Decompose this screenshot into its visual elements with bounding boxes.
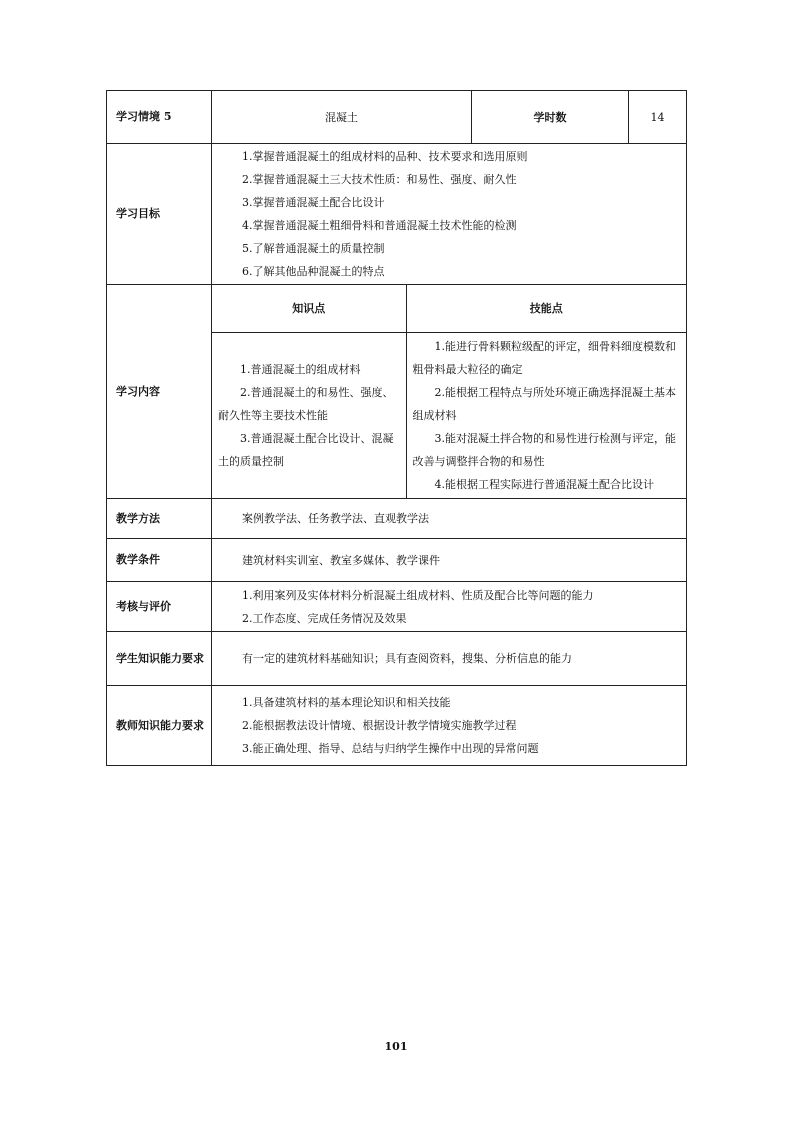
skill-item: 3.能对混凝土拌合物的和易性进行检测与评定，能改善与调整拌合物的和易性 [412, 432, 676, 468]
skill-item: 1.能进行骨料颗粒级配的评定，细骨料细度模数和粗骨料最大粒径的确定 [412, 340, 676, 376]
objectives-list [212, 144, 687, 285]
hours-value: 14 [629, 91, 687, 144]
header-row [107, 91, 687, 144]
methods-text: 案例教学法、任务教学法、直观教学法 [212, 499, 687, 539]
content-label: 学习内容 [107, 285, 212, 499]
skill-header: 技能点 [406, 285, 686, 333]
knowledge-item: 3.普通混凝土配合比设计、混凝土的质量控制 [218, 432, 394, 468]
assessment-row [107, 582, 687, 632]
situation-label: 学习情境 5 [107, 91, 212, 144]
conditions-label: 教学条件 [107, 539, 212, 582]
knowledge-header: 知识点 [212, 285, 406, 333]
knowledge-item: 2.普通混凝土的和易性、强度、耐久性等主要技术性能 [218, 386, 394, 422]
teacher-req-item: 1.具备建筑材料的基本理论知识和相关技能 [242, 696, 451, 709]
knowledge-list [212, 333, 406, 499]
content-header-row [212, 285, 686, 333]
methods-label: 教学方法 [107, 499, 212, 539]
page-number: 101 [384, 1040, 408, 1053]
student-req-row [107, 632, 687, 686]
skill-list [406, 333, 686, 499]
objective-item: 3.掌握普通混凝土配合比设计 [242, 196, 385, 209]
teacher-req-row [107, 686, 687, 766]
assessment-item: 1.利用案列及实体材料分析混凝土组成材料、性质及配合比等问题的能力 [242, 588, 594, 602]
objectives-label: 学习目标 [107, 144, 212, 285]
situation-name: 混凝土 [212, 91, 472, 144]
teacher-req-list [212, 686, 687, 766]
objectives-row [107, 144, 687, 285]
teacher-req-item: 2.能根据教法设计情境、根据设计教学情境实施教学过程 [242, 719, 517, 732]
course-plan-table [106, 90, 687, 766]
methods-row [107, 499, 687, 539]
teacher-req-label: 教师知识能力要求 [107, 686, 212, 766]
hours-label: 学时数 [472, 91, 629, 144]
content-inner-table [212, 285, 686, 498]
objective-item: 4.掌握普通混凝土粗细骨料和普通混凝土技术性能的检测 [242, 219, 517, 232]
content-cell [212, 285, 687, 499]
assessment-list [212, 582, 687, 632]
assessment-item: 2.工作态度、完成任务情况及效果 [242, 611, 407, 625]
conditions-row [107, 539, 687, 582]
assessment-label: 考核与评价 [107, 582, 212, 632]
skill-item: 4.能根据工程实际进行普通混凝土配合比设计 [434, 478, 654, 491]
objective-item: 2.掌握普通混凝土三大技术性质：和易性、强度、耐久性 [242, 173, 517, 186]
student-req-label: 学生知识能力要求 [107, 632, 212, 686]
conditions-text: 建筑材料实训室、教室多媒体、教学课件 [212, 539, 687, 582]
student-req-text: 有一定的建筑材料基础知识；具有查阅资料，搜集、分析信息的能力 [212, 632, 687, 686]
knowledge-item: 1.普通混凝土的组成材料 [240, 363, 361, 376]
objective-item: 6.了解其他品种混凝土的特点 [242, 265, 385, 278]
skill-item: 2.能根据工程特点与所处环境正确选择混凝土基本组成材料 [412, 386, 676, 422]
teacher-req-item: 3.能正确处理、指导、总结与归纳学生操作中出现的异常问题 [242, 742, 539, 755]
objective-item: 5.了解普通混凝土的质量控制 [242, 242, 385, 255]
objective-item: 1.掌握普通混凝土的组成材料的品种、技术要求和选用原则 [242, 150, 528, 163]
content-body-row [212, 333, 686, 499]
content-row [107, 285, 687, 499]
